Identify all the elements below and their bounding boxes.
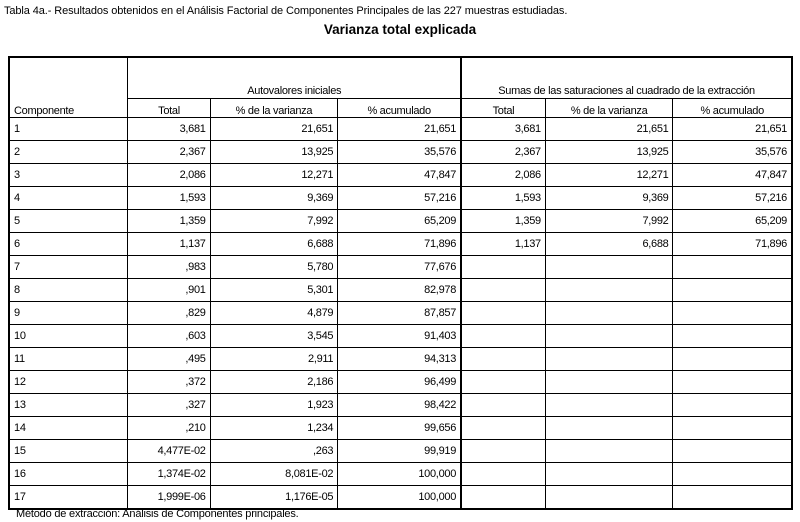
cell-componente: 15 (9, 440, 128, 463)
table-row (9, 417, 792, 440)
cell-pct-varianza-2 (545, 302, 673, 325)
variance-table (8, 56, 793, 510)
cell-pct-acumulado-1: 94,313 (338, 348, 461, 371)
cell-pct-varianza-2: 9,369 (545, 187, 673, 210)
cell-pct-varianza-1: 1,176E-05 (210, 486, 338, 510)
cell-total-2 (461, 463, 545, 486)
cell-total-2 (461, 394, 545, 417)
cell-pct-varianza-2 (545, 394, 673, 417)
cell-pct-acumulado-2 (673, 440, 792, 463)
cell-pct-acumulado-1: 35,576 (338, 141, 461, 164)
table-row (9, 302, 792, 325)
cell-pct-acumulado-2: 65,209 (673, 210, 792, 233)
table-row (9, 118, 792, 141)
cell-total-1: 1,374E-02 (128, 463, 210, 486)
header-total-1: Total (128, 99, 210, 118)
cell-pct-acumulado-2: 21,651 (673, 118, 792, 141)
cell-total-1: ,603 (128, 325, 210, 348)
cell-total-1: ,372 (128, 371, 210, 394)
cell-total-1: 1,137 (128, 233, 210, 256)
cell-componente: 12 (9, 371, 128, 394)
cell-pct-acumulado-2: 47,847 (673, 164, 792, 187)
header-row-groups (9, 57, 792, 99)
table-row (9, 279, 792, 302)
table-row (9, 164, 792, 187)
cell-componente: 10 (9, 325, 128, 348)
cell-pct-varianza-2 (545, 440, 673, 463)
table-row (9, 348, 792, 371)
cell-total-1: ,210 (128, 417, 210, 440)
cell-pct-acumulado-2 (673, 463, 792, 486)
table-row (9, 394, 792, 417)
cell-pct-varianza-2 (545, 325, 673, 348)
cell-pct-varianza-1: 7,992 (210, 210, 338, 233)
cell-pct-acumulado-1: 21,651 (338, 118, 461, 141)
cell-componente: 17 (9, 486, 128, 510)
table-row (9, 210, 792, 233)
table-row (9, 141, 792, 164)
cell-pct-acumulado-1: 47,847 (338, 164, 461, 187)
cell-componente: 13 (9, 394, 128, 417)
cell-total-2 (461, 348, 545, 371)
header-componente: Componente (9, 57, 128, 118)
cell-pct-acumulado-2 (673, 417, 792, 440)
cell-pct-acumulado-2: 71,896 (673, 233, 792, 256)
cell-pct-varianza-1: 5,301 (210, 279, 338, 302)
cell-componente: 11 (9, 348, 128, 371)
cell-pct-varianza-1: 2,911 (210, 348, 338, 371)
cell-pct-acumulado-2: 35,576 (673, 141, 792, 164)
cell-pct-varianza-2 (545, 279, 673, 302)
cell-total-2: 1,137 (461, 233, 545, 256)
cell-total-1: 4,477E-02 (128, 440, 210, 463)
cell-pct-varianza-2 (545, 371, 673, 394)
cell-pct-varianza-2: 12,271 (545, 164, 673, 187)
cell-pct-varianza-2 (545, 348, 673, 371)
table-footnote: Método de extracción: Análisis de Componentes principales. (16, 508, 299, 520)
table-row (9, 233, 792, 256)
header-sumas-saturaciones: Sumas de las saturaciones al cuadrado de la extracción (461, 57, 792, 99)
cell-total-2 (461, 256, 545, 279)
cell-pct-acumulado-1: 82,978 (338, 279, 461, 302)
table-row (9, 463, 792, 486)
cell-total-2 (461, 440, 545, 463)
table-row (9, 256, 792, 279)
table-title: Varianza total explicada (323, 22, 477, 37)
cell-componente: 7 (9, 256, 128, 279)
cell-componente: 8 (9, 279, 128, 302)
cell-pct-varianza-2 (545, 417, 673, 440)
table-row (9, 486, 792, 510)
cell-pct-varianza-2: 6,688 (545, 233, 673, 256)
cell-pct-acumulado-1: 91,403 (338, 325, 461, 348)
cell-pct-acumulado-1: 57,216 (338, 187, 461, 210)
cell-pct-acumulado-1: 98,422 (338, 394, 461, 417)
cell-pct-varianza-1: 5,780 (210, 256, 338, 279)
cell-pct-acumulado-2 (673, 302, 792, 325)
cell-pct-varianza-2: 13,925 (545, 141, 673, 164)
cell-pct-varianza-2 (545, 486, 673, 510)
cell-pct-acumulado-2 (673, 394, 792, 417)
cell-pct-varianza-1: 6,688 (210, 233, 338, 256)
header-pct-varianza-2: % de la varianza (545, 99, 673, 118)
cell-pct-acumulado-1: 87,857 (338, 302, 461, 325)
cell-componente: 6 (9, 233, 128, 256)
cell-pct-acumulado-2 (673, 279, 792, 302)
cell-total-1: 2,367 (128, 141, 210, 164)
cell-total-2: 2,367 (461, 141, 545, 164)
cell-total-2 (461, 417, 545, 440)
header-autovalores-iniciales: Autovalores iniciales (128, 57, 461, 99)
cell-pct-varianza-1: 3,545 (210, 325, 338, 348)
cell-componente: 1 (9, 118, 128, 141)
table-body (9, 118, 792, 510)
cell-total-1: 1,593 (128, 187, 210, 210)
cell-pct-varianza-1: 4,879 (210, 302, 338, 325)
table-row (9, 371, 792, 394)
cell-pct-acumulado-2 (673, 348, 792, 371)
cell-total-2: 1,593 (461, 187, 545, 210)
cell-componente: 3 (9, 164, 128, 187)
cell-total-1: ,829 (128, 302, 210, 325)
cell-total-1: ,901 (128, 279, 210, 302)
cell-pct-varianza-2 (545, 256, 673, 279)
cell-total-1: 1,999E-06 (128, 486, 210, 510)
cell-total-2 (461, 371, 545, 394)
cell-total-2 (461, 325, 545, 348)
cell-pct-varianza-2: 7,992 (545, 210, 673, 233)
table-row (9, 325, 792, 348)
table-row (9, 440, 792, 463)
table-row (9, 187, 792, 210)
cell-total-1: ,983 (128, 256, 210, 279)
cell-total-1: 1,359 (128, 210, 210, 233)
cell-total-2: 1,359 (461, 210, 545, 233)
cell-pct-acumulado-1: 96,499 (338, 371, 461, 394)
cell-pct-acumulado-2 (673, 325, 792, 348)
cell-total-1: ,327 (128, 394, 210, 417)
cell-pct-acumulado-1: 99,656 (338, 417, 461, 440)
header-pct-acumulado-2: % acumulado (673, 99, 792, 118)
cell-pct-varianza-2 (545, 463, 673, 486)
cell-total-2: 2,086 (461, 164, 545, 187)
cell-pct-acumulado-2: 57,216 (673, 187, 792, 210)
cell-pct-acumulado-2 (673, 486, 792, 510)
cell-total-2 (461, 486, 545, 510)
cell-pct-varianza-1: 1,234 (210, 417, 338, 440)
cell-total-2 (461, 302, 545, 325)
cell-pct-varianza-1: 8,081E-02 (210, 463, 338, 486)
cell-pct-varianza-2: 21,651 (545, 118, 673, 141)
cell-pct-varianza-1: 13,925 (210, 141, 338, 164)
cell-componente: 16 (9, 463, 128, 486)
header-total-2: Total (461, 99, 545, 118)
cell-pct-acumulado-1: 100,000 (338, 486, 461, 510)
cell-pct-acumulado-1: 71,896 (338, 233, 461, 256)
cell-componente: 2 (9, 141, 128, 164)
cell-componente: 5 (9, 210, 128, 233)
cell-total-2 (461, 279, 545, 302)
cell-pct-acumulado-1: 100,000 (338, 463, 461, 486)
cell-total-1: ,495 (128, 348, 210, 371)
cell-pct-acumulado-1: 77,676 (338, 256, 461, 279)
header-pct-acumulado-1: % acumulado (338, 99, 461, 118)
cell-pct-acumulado-1: 65,209 (338, 210, 461, 233)
cell-componente: 14 (9, 417, 128, 440)
cell-pct-varianza-1: ,263 (210, 440, 338, 463)
cell-pct-acumulado-1: 99,919 (338, 440, 461, 463)
cell-pct-acumulado-2 (673, 371, 792, 394)
cell-total-1: 2,086 (128, 164, 210, 187)
cell-pct-varianza-1: 1,923 (210, 394, 338, 417)
cell-pct-acumulado-2 (673, 256, 792, 279)
cell-pct-varianza-1: 12,271 (210, 164, 338, 187)
cell-total-1: 3,681 (128, 118, 210, 141)
cell-pct-varianza-1: 9,369 (210, 187, 338, 210)
cell-componente: 4 (9, 187, 128, 210)
header-pct-varianza-1: % de la varianza (210, 99, 338, 118)
cell-componente: 9 (9, 302, 128, 325)
table-caption: Tabla 4a.- Resultados obtenidos en el Análisis Factorial de Componentes Principales de las 227 muestras estudiadas. (4, 5, 568, 17)
cell-pct-varianza-1: 2,186 (210, 371, 338, 394)
cell-pct-varianza-1: 21,651 (210, 118, 338, 141)
cell-total-2: 3,681 (461, 118, 545, 141)
